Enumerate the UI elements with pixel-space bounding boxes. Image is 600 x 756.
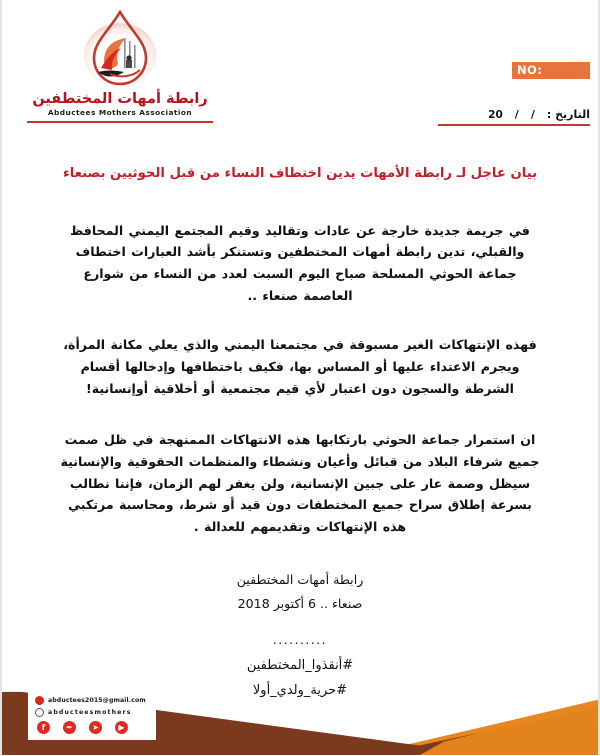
teardrop-flame-logo-icon — [74, 8, 166, 90]
reference-number-badge[interactable]: NO: — [512, 62, 590, 79]
handle-line[interactable] — [35, 708, 150, 717]
email-line[interactable] — [35, 696, 150, 705]
logo-name-english: Abductees Mothers Association — [47, 108, 193, 117]
organization-logo-block — [20, 8, 220, 123]
statement-title: بيان عاجل لـ رابطة الأمهات يدين اختطاف النساء من قبل الحوثيين بصنعاء — [62, 166, 538, 181]
letterhead-header — [2, 0, 598, 142]
contact-info-card — [28, 689, 156, 740]
document-body — [2, 164, 598, 703]
hashtag-save-the-abducted[interactable]: #أنقذوا_المختطفين — [246, 657, 354, 673]
statement-paragraph-1: في جريمة جديدة خارجة عن عادات وتقاليد وقيم المجتمع اليمني المحافظ والقبلي، تدين رابطة أمهات المختطفين وتستنكر بأشد العبارات اختطاف جماعة الحوثي المسلحة صباح اليوم السبت لعدد من النساء من شوارع العاصمة صنعاء .. — [70, 222, 530, 303]
hashtag-freedom-for-my-son-first[interactable]: #حرية_ولدي_أولا — [252, 683, 348, 699]
at-sign-icon — [35, 708, 44, 717]
social-icons-row — [35, 721, 150, 734]
date-slash-1: / — [530, 108, 535, 121]
statement-paragraph-3: ان استمرار جماعة الحوثي بارتكابها هذه الانتهاكات الممنهجة في ظل صمت جميع شرفاء البلاد من قبائل وأعيان ونشطاء والمنظمات الحقوقية والإنسانية سيظل وصمة عار على جبين الإنسانية، ولن يغفر لهم الزمان، فإننا نطالب بسرعة إطلاق سراح جميع المختطفات دون قيد أو شرط، ومحاسبة مرتكبي هذه الإنتهاكات وتقديمهم للعدالة . — [60, 432, 540, 535]
date-label: التاريخ : — [546, 108, 590, 121]
logo-name-arabic: رابطة أمهات المختطفين — [32, 91, 208, 107]
signature-block — [58, 568, 542, 617]
date-field-row[interactable] — [438, 108, 590, 126]
email-address: abductees2015@gmail.com — [48, 697, 146, 704]
date-year-prefix: 20 — [488, 109, 503, 121]
social-handle: abducteesmothers — [48, 709, 132, 716]
letterhead-footer — [2, 670, 598, 756]
youtube-icon[interactable]: ▶ — [115, 721, 128, 734]
dots-divider: .......... — [272, 632, 328, 647]
telegram-icon[interactable]: ➤ — [89, 721, 102, 734]
signature-organization: رابطة أمهات المختطفين — [236, 571, 364, 587]
statement-paragraph-2: فهذه الإنتهاكات الغير مسبوقة في مجتمعنا اليمني والذي يعلي مكانة المرأة، ويجرم الاعتداء عليها أو المساس بها، فكيف باختطافها وإدخالها أقسام الشرطة والسجون دون اعتبار لأي قيم مجتمعية أو أخلاقية أوإنسانية! — [63, 337, 537, 396]
signature-place-date: صنعاء .. 6 أكتوبر 2018 — [237, 596, 363, 612]
email-icon — [35, 696, 44, 705]
logo-underline-rule — [27, 121, 213, 123]
date-slash-2: / — [514, 108, 519, 121]
twitter-icon[interactable]: ✒ — [63, 721, 76, 734]
facebook-icon[interactable]: f — [37, 721, 50, 734]
